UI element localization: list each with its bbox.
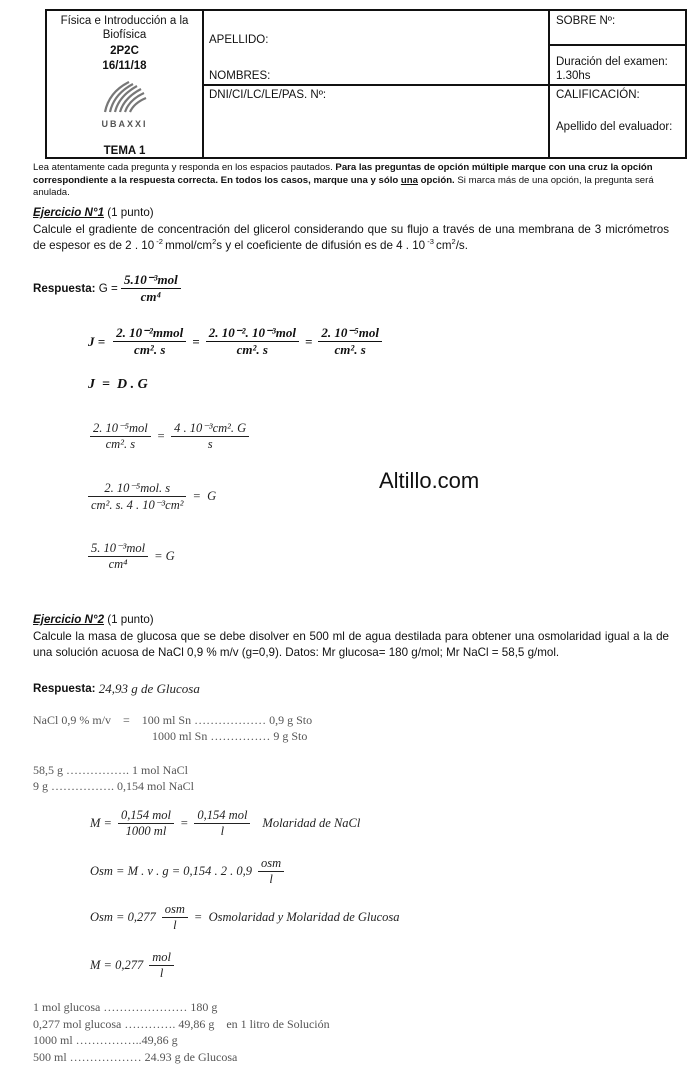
- instructions-text: Lea atentamente cada pregunta y responda en los espacios pautados.: [33, 162, 336, 173]
- fraction-numerator: 2. 10⁻⁵mol: [321, 325, 379, 340]
- ex1-eq-flux: [88, 325, 382, 358]
- instructions-bold: Para las preguntas de opción múltiple marque con una cruz la opción correspondiente a la respuesta correcta. En todos los casos, marque una y sólo: [33, 162, 653, 186]
- fraction-numerator: 2. 10⁻²mmol: [116, 325, 184, 340]
- equals-sign: =: [304, 333, 313, 349]
- eq-lhs: J =: [88, 333, 106, 349]
- instructions-underline: una: [400, 174, 418, 186]
- fraction-denominator: 1000 ml: [118, 823, 174, 839]
- fraction-numerator: 2. 10⁻⁵mol: [93, 421, 148, 435]
- ex2-heading: [33, 612, 154, 628]
- fraction: [162, 902, 188, 933]
- fraction: [258, 856, 284, 887]
- fraction: [90, 420, 151, 452]
- fraction-numerator: 0,154 mol: [197, 808, 248, 822]
- ex2-line: 1000 ml ……………..49,86 g: [33, 1033, 178, 1047]
- tema-label: TEMA 1: [103, 145, 146, 157]
- exam-date: 16/11/18: [102, 60, 147, 72]
- fraction: [118, 808, 174, 839]
- eq-note: Molaridad de NaCl: [262, 816, 361, 830]
- fraction-denominator: cm². s: [113, 341, 186, 358]
- fraction-denominator: cm². s. 4 . 10⁻³cm²: [88, 496, 186, 513]
- fraction: [88, 540, 148, 572]
- ex2-eq-glucose-molarity: [90, 950, 174, 981]
- ex1-exponent: 2: [212, 237, 217, 247]
- fraction-numerator: 5.10⁻³mol: [123, 272, 178, 287]
- instructions: [33, 162, 688, 200]
- ex2-line: 500 ml ……………… 24.93 g de Glucosa: [33, 1049, 238, 1064]
- ex2-line: NaCl 0,9 % m/v = 100 ml Sn ……………… 0,9 g Sto: [33, 713, 313, 727]
- eq-rhs: = G: [192, 489, 217, 503]
- nombres-label: NOMBRES:: [209, 70, 271, 82]
- uba-logo: [99, 78, 149, 118]
- fraction-denominator: cm⁴: [121, 288, 181, 305]
- ex2-line: 9 g ……………. 0,154 mol NaCl: [33, 779, 194, 793]
- ex1-eq-4: [88, 480, 222, 513]
- header-divider: [548, 44, 685, 46]
- sobre-label: SOBRE Nº:: [556, 15, 616, 27]
- fraction-numerator: 4 . 10⁻³cm². G: [174, 421, 247, 435]
- ex2-line: 58,5 g ……………. 1 mol NaCl: [33, 763, 188, 777]
- ex1-answer-label: Respuesta:: [33, 281, 96, 295]
- ex1-answer-fraction: [121, 272, 181, 305]
- evaluador-label: Apellido del evaluador:: [556, 121, 673, 133]
- eq-rhs: = G: [154, 548, 175, 563]
- eq-note: = Osmolaridad y Molaridad de Glucosa: [193, 910, 400, 924]
- duracion-value: 1.30hs: [556, 70, 591, 82]
- ex1-title: Ejercicio N°1: [33, 206, 105, 219]
- fraction: [149, 950, 174, 981]
- fraction: [206, 325, 299, 358]
- ex2-line: 1000 ml Sn …………… 9 g Sto: [152, 729, 308, 743]
- logo-text: UBAXXI: [101, 119, 148, 129]
- watermark: Altillo.com: [379, 468, 480, 493]
- course-name: Física e Introducción a la Biofísica: [60, 15, 189, 41]
- ex1-answer: [33, 272, 181, 305]
- fraction-numerator: mol: [152, 950, 171, 964]
- ex2-eq-molarity: [90, 808, 360, 839]
- fraction-numerator: osm: [261, 856, 282, 870]
- ex1-eq-fick: J = D . G: [88, 377, 148, 392]
- ex2-answer-label: Respuesta:: [33, 682, 96, 695]
- ex1-eq-5: [88, 540, 181, 572]
- fraction-numerator: 2. 10⁻⁵mol. s: [104, 481, 171, 495]
- ex2-eq-osm-result: [90, 902, 400, 933]
- ex2-answer: [33, 681, 200, 697]
- fraction-denominator: cm⁴: [88, 556, 148, 572]
- fraction: [318, 325, 382, 358]
- fraction-denominator: l: [258, 871, 284, 887]
- ex1-statement-text: cm: [436, 239, 452, 252]
- fraction-numerator: 0,154 mol: [120, 808, 171, 822]
- duracion-label: Duración del examen:: [556, 56, 668, 68]
- ex2-line: 1 mol glucosa ………………… 180 g: [33, 1000, 218, 1014]
- fraction-numerator: 2. 10⁻². 10⁻³mol: [208, 325, 296, 340]
- fraction-denominator: l: [194, 823, 250, 839]
- calificacion-label: CALIFICACIÓN:: [556, 89, 640, 101]
- eq-text: Osm = M . v . g = 0,154 . 2 . 0,9: [90, 864, 252, 878]
- fraction-denominator: cm². s: [90, 436, 151, 452]
- dni-label: DNI/CI/LC/LE/PAS. Nº:: [209, 89, 327, 101]
- fraction: [113, 325, 186, 358]
- fraction-denominator: s: [171, 436, 249, 452]
- exam-header-table: [45, 9, 687, 159]
- fraction: [194, 808, 250, 839]
- ex2-final-lines: [33, 999, 330, 1065]
- eq-text: M = 0,277: [90, 958, 144, 972]
- fraction-denominator: cm². s: [206, 341, 299, 358]
- ex1-answer-prefix: G =: [95, 281, 121, 295]
- ex2-title: Ejercicio N°2: [33, 613, 105, 626]
- ex1-exponent: 2: [451, 237, 456, 247]
- eq-lhs: M =: [90, 816, 112, 830]
- header-divider: [202, 84, 685, 86]
- equals-sign: =: [156, 428, 166, 443]
- ex1-statement: [33, 222, 669, 254]
- ex1-heading: [33, 205, 154, 221]
- ex2-statement: Calcule la masa de glucosa que se debe disolver en 500 ml de agua destilada para obtener una osmolaridad igual a la de una solución acuosa de NaCl 0,9 % m/v (g=0,9). Datos: Mr glucosa= 180 g/mol; Mr NaCl = 58,5 g/mol.: [33, 630, 669, 659]
- fraction-numerator: osm: [164, 902, 185, 916]
- fraction: [171, 420, 249, 452]
- ex2-line: 0,277 mol glucosa …………. 49,86 g en 1 litro de Solución: [33, 1016, 330, 1031]
- instructions-bold: opción.: [417, 174, 455, 186]
- ex2-points: (1 punto): [104, 613, 154, 626]
- fraction: [88, 480, 186, 513]
- ex1-statement-text: mmol/cm: [165, 239, 213, 252]
- eq-text: Osm = 0,277: [90, 910, 156, 924]
- equals-sign: =: [179, 816, 189, 830]
- ex1-eq-3: [90, 420, 249, 452]
- ex1-exponent: -3: [425, 237, 437, 247]
- apellido-label: APELLIDO:: [209, 34, 269, 46]
- fraction-numerator: 5. 10⁻³mol: [91, 541, 146, 555]
- course-code: 2P2C: [110, 45, 139, 57]
- ex2-eq-osm: [90, 856, 284, 887]
- fraction-denominator: cm². s: [318, 341, 382, 358]
- ex1-exponent: -2: [154, 237, 166, 247]
- ex2-answer-value: 24,93 g de Glucosa: [95, 681, 200, 696]
- ex1-statement-text: /s.: [455, 239, 468, 252]
- ex1-points: (1 punto): [104, 206, 154, 219]
- ex1-statement-text: Calcule el gradiente de concentración del glicerol considerando que su flujo a través de una membrana de 3 micrómetros de espesor es de 2 . 10: [33, 223, 669, 252]
- instructions-text: Si marca más de una opción, la pregunta será anulada.: [33, 174, 654, 198]
- equals-sign: =: [192, 333, 200, 349]
- fraction-denominator: l: [162, 917, 188, 933]
- fraction-denominator: l: [149, 965, 174, 981]
- ex1-statement-text: s y el coeficiente de difusión es de 4 . 10: [216, 239, 426, 252]
